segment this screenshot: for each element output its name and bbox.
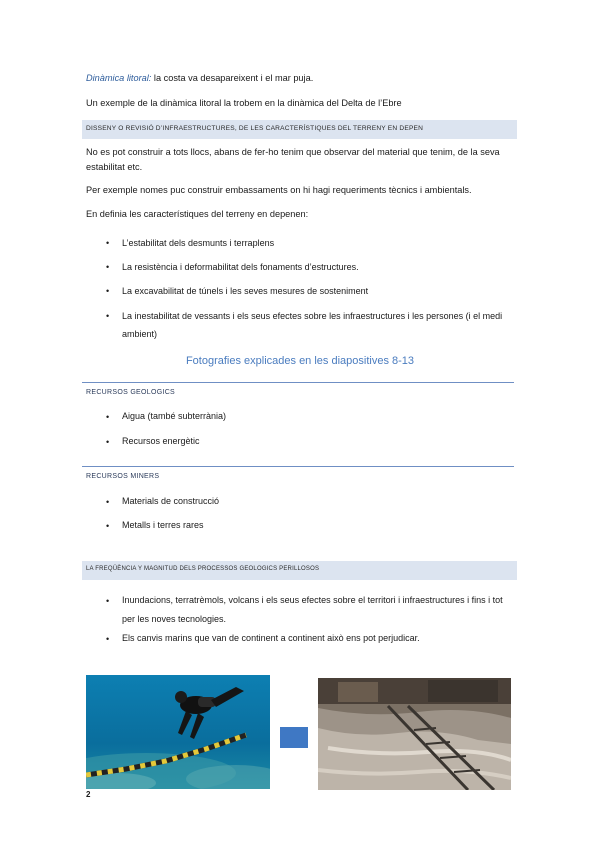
list-item: L’estabilitat dels desmunts i terraplens bbox=[122, 238, 275, 248]
bullet-marker: • bbox=[106, 634, 110, 644]
list-item-continued: ambient) bbox=[122, 329, 158, 339]
bullet-marker: • bbox=[106, 311, 110, 321]
diver-cable-photo bbox=[86, 675, 270, 789]
bullet-marker: • bbox=[106, 412, 110, 422]
list-item: La resistència i deformabilitat dels fonaments d’estructures. bbox=[122, 262, 359, 272]
paragraph-2: Per exemple nomes puc construir embassaments on hi hagi requeriments tècnics i ambientals. bbox=[86, 185, 472, 195]
list-item: La excavabilitat de túnels i les seves mesures de sosteniment bbox=[122, 286, 369, 296]
bullet-marker: • bbox=[106, 596, 110, 606]
list-item: Inundacions, terratrèmols, volcans i els seus efectes sobre el territori i infraestructures i fins i tot bbox=[122, 595, 503, 605]
list-item: La inestabilitat de vessants i els seus efectes sobre les infraestructures i les persones (i el medi bbox=[122, 311, 503, 321]
list-item: Recursos energètic bbox=[122, 436, 200, 446]
intro-line bbox=[86, 72, 313, 85]
list-item: Aigua (també subterrània) bbox=[122, 411, 227, 421]
list-item: Materials de construcció bbox=[122, 496, 220, 506]
arrow-box-icon bbox=[280, 727, 308, 748]
photos-heading: Fotografies explicades en les diapositives 8-13 bbox=[185, 355, 415, 367]
list-item: Metalls i terres rares bbox=[122, 520, 204, 530]
intro-rest: la costa va desapareixent i el mar puja. bbox=[151, 73, 314, 83]
list-item: Els canvis marins que van de continent a continent això ens pot perjudicar. bbox=[122, 633, 420, 643]
divider bbox=[82, 466, 514, 467]
section-2-title: RECURSOS GEOLOGICS bbox=[86, 389, 176, 396]
intro-example: Un exemple de la dinàmica litoral la trobem en la dinàmica del Delta de l’Ebre bbox=[86, 98, 402, 108]
section-band-4 bbox=[82, 561, 517, 580]
bullet-marker: • bbox=[106, 262, 110, 272]
paragraph-1: No es pot construir a tots llocs, abans de fer-ho tenim que observar del material que tenim, de la seva bbox=[86, 147, 500, 157]
section-band-4-title: LA FREQÜÈNCIA Y MAGNITUD DELS PROCESSOS GEOLOGICS PERILLOSOS bbox=[86, 566, 320, 572]
bullet-marker: • bbox=[106, 238, 110, 248]
list-item-continued: per les noves tecnologies. bbox=[122, 614, 227, 624]
divider bbox=[82, 382, 514, 383]
bullet-marker: • bbox=[106, 521, 110, 531]
page-number: 2 bbox=[86, 790, 91, 799]
flood-photo bbox=[318, 678, 511, 790]
section-band-1 bbox=[82, 120, 517, 139]
section-band-1-title: DISSENY O REVISIÓ D’INFRAESTRUCTURES, DE LES CARACTERÍSTIQUES DEL TERRENY EN DEPEN bbox=[86, 125, 424, 132]
bullet-marker: • bbox=[106, 497, 110, 507]
bullet-marker: • bbox=[106, 286, 110, 296]
section-3-title: RECURSOS MINERS bbox=[86, 473, 160, 480]
intro-label: Dinàmica litoral: bbox=[86, 73, 152, 83]
paragraph-1b: estabilitat etc. bbox=[86, 162, 143, 172]
bullet-marker: • bbox=[106, 437, 110, 447]
paragraph-3: En definia les característiques del terreny en depenen: bbox=[86, 209, 309, 219]
